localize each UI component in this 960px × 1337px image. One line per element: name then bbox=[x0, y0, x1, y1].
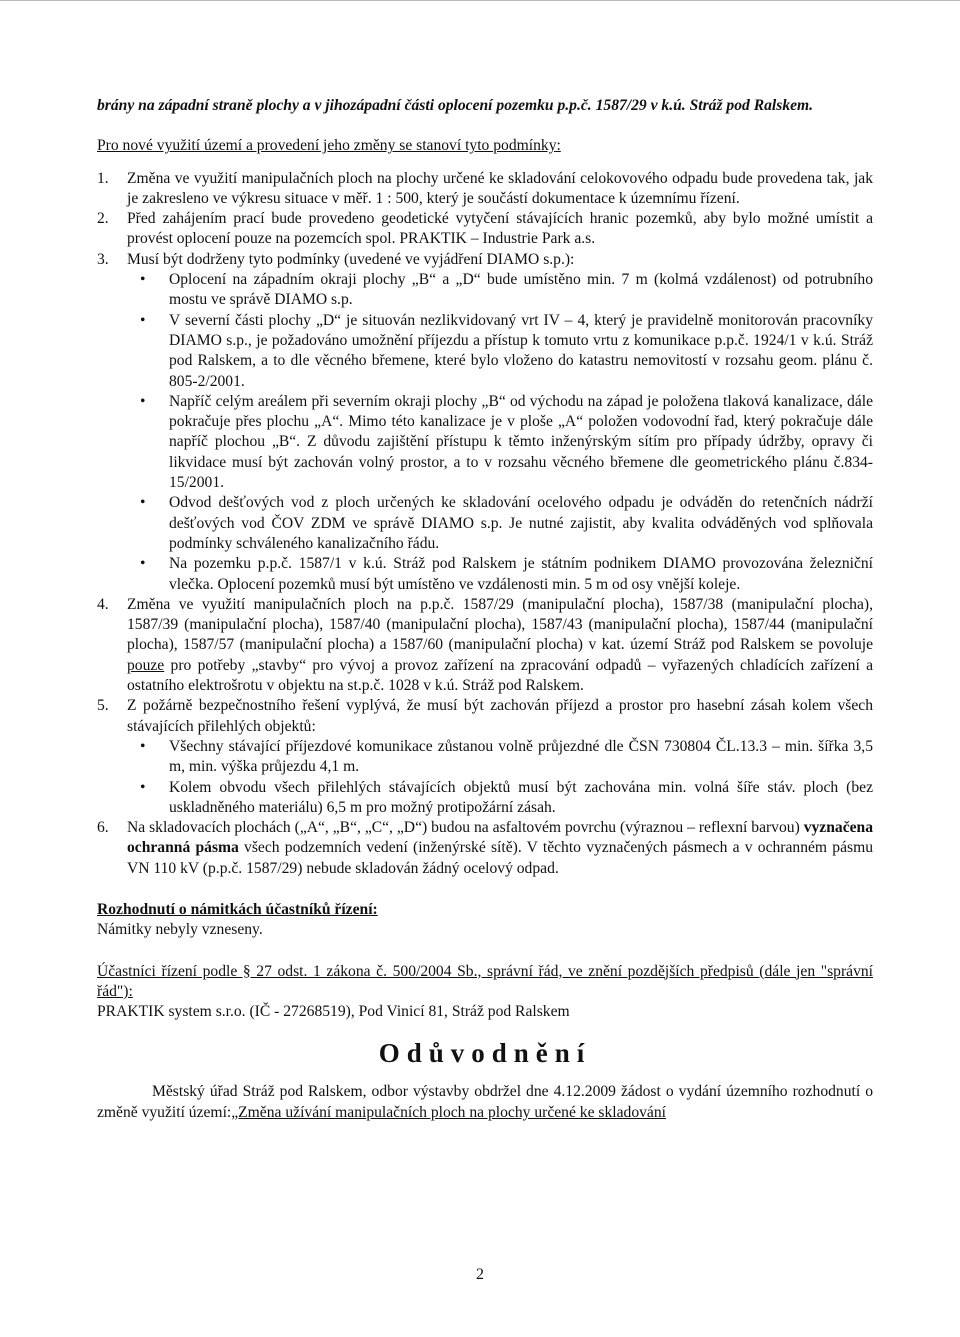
bullet-text: Napříč celým areálem při severním okraji plochy „B“ od východu na západ je položena tlaková kanalizace, dále pokračuje přes plochu „A“. Mimo této kanalizace je v ploše „A“ položen vodovodní řad, který pokračuje dále napříč plochou „B“. Z důvodu zajištění přístupu k těmto inženýrským sítím pro případy údržby, opravy či likvidace musí být zachován volný prostor, a to v rozsahu věcného břemene dle geometrického plánu č.834-15/2001. bbox=[169, 392, 873, 492]
bullet-text: Oplocení na západním okraji plochy „B“ a „D“ bude umístěno min. 7 m (kolmá vzdálenost) od potrubního mostu ve správě DIAMO s.p. bbox=[169, 271, 873, 309]
bullet-icon: • bbox=[140, 392, 146, 410]
item-text: Změna ve využití manipulačních ploch na p.p.č. 1587/29 (manipulační plocha), 1587/38 (manipulační plocha), 1587/39 (manipulační plocha), 1587/40 (manipulační plocha), 1587/43 (manipulační plocha), 1587/44 (manipulační plocha), 1587/57 (manipulační plocha) a 1587/60 (manipulační plocha) v kat. území Stráž pod Ralskem se povoluje bbox=[127, 595, 873, 654]
bullet-item bbox=[127, 778, 873, 819]
bullet-text: Na pozemku p.p.č. 1587/1 v k.ú. Stráž pod Ralskem je státním podnikem DIAMO provozována železniční vlečka. Oplocení pozemků musí být umístěno ve vzdálenosti min. 5 m od osy vnější koleje. bbox=[169, 555, 873, 593]
item-number: 2. bbox=[97, 210, 109, 228]
reasoning-title: Odůvodnění bbox=[378, 1038, 592, 1069]
reasoning-text-underlined: „Změna užívání manipulačních ploch na plochy určené ke skladování bbox=[231, 1103, 666, 1121]
item-text-bold: vyznačena ochranná pásma bbox=[127, 819, 873, 857]
reasoning-text-main: Městský úřad Stráž pod Ralskem, odbor výstavby obdržel dne 4.12.2009 žádost o vydání územního rozhodnutí o změně využití území: bbox=[97, 1083, 873, 1121]
list-item bbox=[97, 169, 873, 210]
participants-text: PRAKTIK system s.r.o. (IČ - 27268519), Pod Vinicí 81, Stráž pod Ralskem bbox=[97, 1003, 570, 1021]
item-text: Musí být dodrženy tyto podmínky (uvedené ve vyjádření DIAMO s.p.): bbox=[127, 250, 575, 268]
list-item bbox=[97, 250, 873, 595]
objections-heading: Rozhodnutí o námitkách účastníků řízení: bbox=[97, 900, 378, 918]
list-item bbox=[97, 818, 873, 879]
bullet-icon: • bbox=[140, 555, 146, 573]
item-number: 4. bbox=[97, 595, 109, 613]
item-number: 6. bbox=[97, 819, 109, 837]
bullet-icon: • bbox=[140, 271, 146, 289]
item-number: 3. bbox=[97, 250, 109, 268]
bullet-item bbox=[127, 554, 873, 595]
bullet-item bbox=[127, 392, 873, 493]
item-text-underlined: pouze bbox=[127, 656, 165, 674]
intro-text: brány na západní straně plochy a v jihozápadní části oplocení pozemku p.p.č. 1587/29 v k.ú. Stráž pod Ralskem. bbox=[97, 97, 814, 114]
list-item bbox=[97, 696, 873, 818]
bullet-text: Kolem obvodu všech přilehlých stávajících objektů musí být zachována min. volná šíře stáv. ploch (bez uskladněného materiálu) 6,5 m pro možný protipožární zásah. bbox=[169, 778, 873, 816]
bullet-icon: • bbox=[140, 737, 146, 755]
list-item bbox=[97, 209, 873, 250]
bullet-icon: • bbox=[140, 494, 146, 512]
bullet-icon: • bbox=[140, 311, 146, 329]
item-text: Z požárně bezpečnostního řešení vyplývá, že musí být zachován příjezd a prostor pro hasební zásah kolem všech stávajících přilehlých objektů: bbox=[127, 697, 873, 735]
bullet-icon: • bbox=[140, 778, 146, 796]
item-text: Na skladovacích plochách („A“, „B“, „C“, „D“) budou na asfaltovém povrchu (výraznou – reflexní barvou) bbox=[127, 819, 800, 837]
item-text-after: pro potřeby „stavby“ pro vývoj a provoz zařízení na zpracování odpadů – vyřazených chladících zařízení a ostatního elektrošrotu v objektu na st.p.č. 1028 v k.ú. Stráž pod Ralskem. bbox=[127, 656, 873, 695]
item-number: 1. bbox=[97, 169, 109, 187]
scan-edge-line bbox=[0, 0, 960, 1]
bullet-text: Všechny stávající příjezdové komunikace zůstanou volně průjezdné dle ČSN 730804 ČL.13.3 – min. šířka 3,5 m, min. výška průjezdu 4,1 m. bbox=[169, 737, 873, 776]
item5-bullet-list bbox=[97, 737, 873, 818]
page-number: 2 bbox=[476, 1266, 484, 1283]
bullet-text: Odvod dešťových vod z ploch určených ke skladování ocelového odpadu je odváděn do retenčních nádrží dešťových vod ČOV ZDM ve správě DIAMO s.p. Je nutné zajistit, aby kvalita odváděných vod splňovala podmínky schváleného kanalizačního řádu. bbox=[169, 494, 873, 552]
bullet-item bbox=[127, 270, 873, 311]
document-page bbox=[97, 96, 873, 1123]
item-number: 5. bbox=[97, 697, 109, 715]
participants-heading: Účastníci řízení podle § 27 odst. 1 zákona č. 500/2004 Sb., správní řád, ve znění pozdějších předpisů (dále jen "správní řád"): bbox=[97, 962, 873, 1000]
item3-bullet-list bbox=[97, 270, 873, 595]
reasoning-text bbox=[97, 1082, 873, 1123]
item-text-after: všech podzemních vedení (inženýrské sítě). V těchto vyznačených pásmech a v ochranném pásmu VN 110 kV (p.p.č. 1587/29) nebude skladován žádný ocelový odpad. bbox=[127, 839, 873, 877]
bullet-item bbox=[127, 311, 873, 392]
objections-text: Námitky nebyly vzneseny. bbox=[97, 921, 263, 939]
bullet-item bbox=[127, 493, 873, 554]
conditions-list bbox=[97, 169, 873, 879]
item-text: Změna ve využití manipulačních ploch na plochy určené ke skladování celokovového odpadu bude provedena tak, jak je zakresleno ve výkresu situace v měř. 1 : 500, který je součástí dokumentace k územnímu řízení. bbox=[127, 169, 873, 207]
item-text: Před zahájením prací bude provedeno geodetické vytyčení stávajících hranic pozemků, aby bylo možné umístit a provést oplocení pouze na pozemcích spol. PRAKTIK – Industrie Park a.s. bbox=[127, 210, 873, 248]
bullet-item bbox=[127, 737, 873, 778]
conditions-heading: Pro nové využití území a provedení jeho změny se stanoví tyto podmínky: bbox=[97, 137, 561, 155]
bullet-text: V severní části plochy „D“ je situován nezlikvidovaný vrt IV – 4, který je pravidelně monitorován pracovníky DIAMO s.p., je požadováno umožnění příjezdu a přístup k tomuto vrtu z komunikace p.p.č. 1924/1 v k.ú. Stráž pod Ralskem, a to dle věcného břemene, které bylo vloženo do katastru nemovitostí v rozsahu geom. plánu č. 805-2/2001. bbox=[169, 311, 873, 390]
list-item bbox=[97, 595, 873, 696]
